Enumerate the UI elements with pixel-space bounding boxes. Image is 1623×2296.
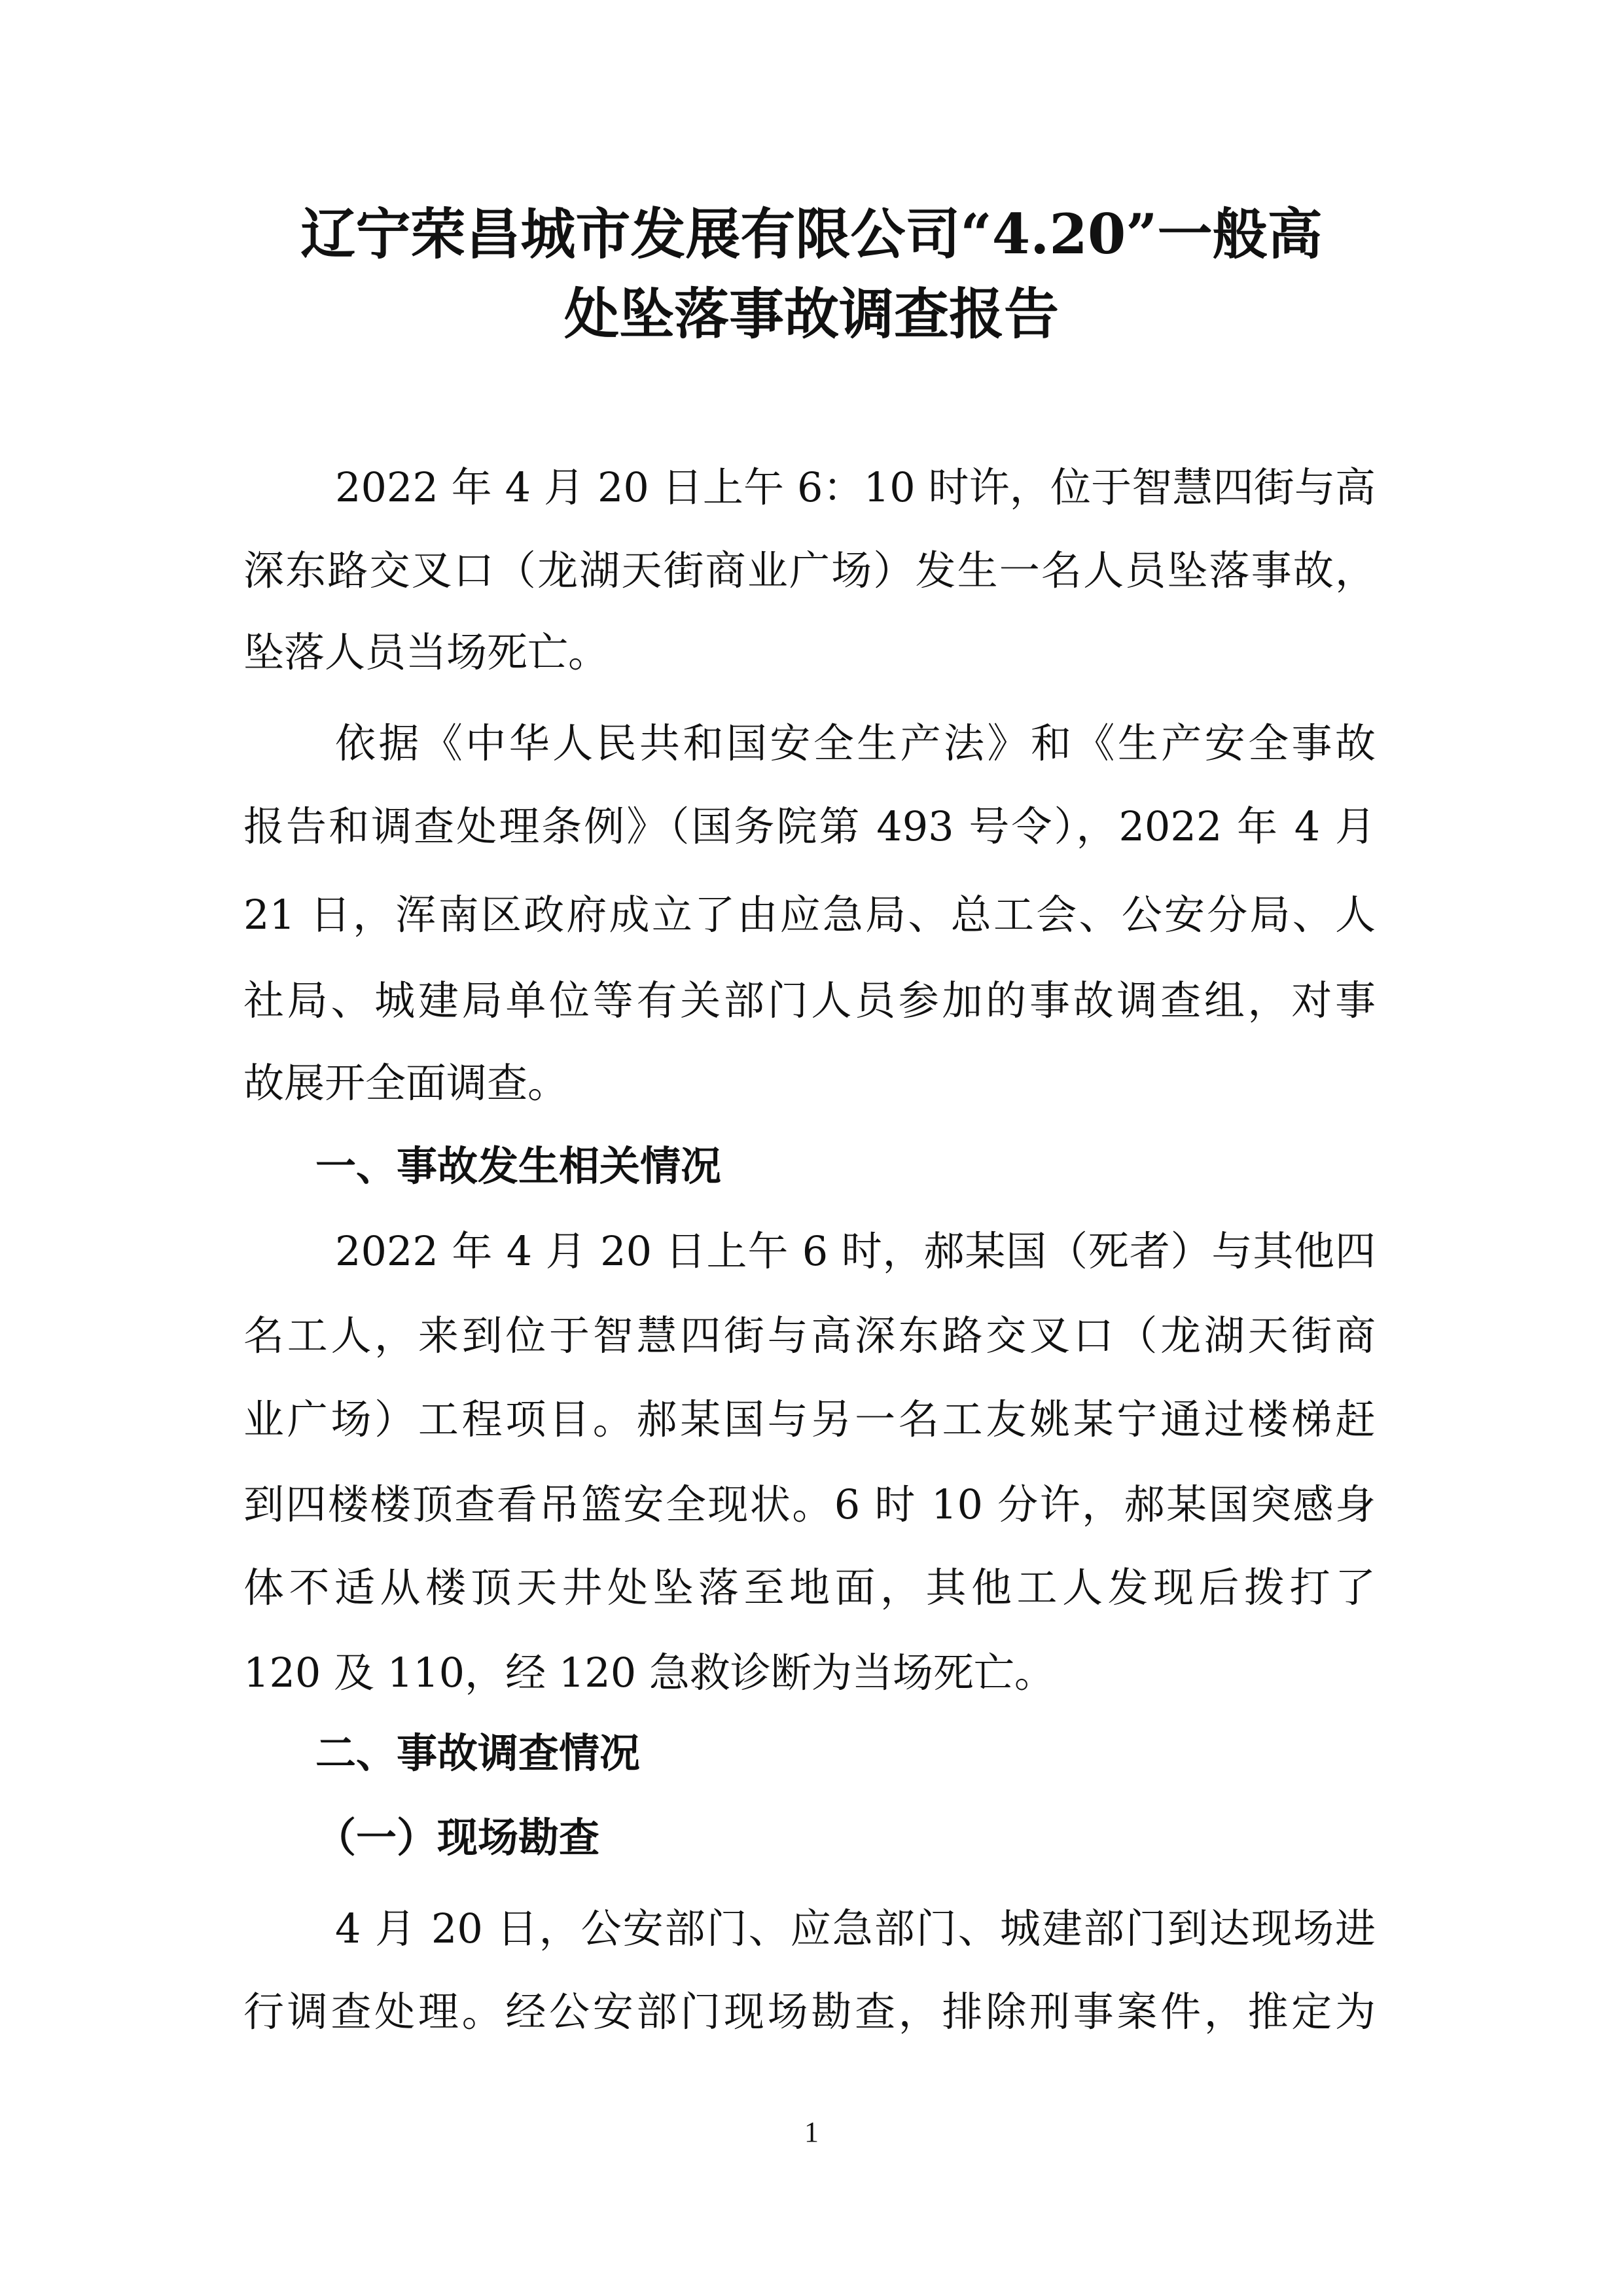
paragraph-line: 120 及 110，经 120 急救诊断为当场死亡。 xyxy=(243,1649,1055,1696)
paragraph-line: 到四楼楼顶查看吊篮安全现状。6 时 10 分许，郝某国突感身 xyxy=(243,1480,1376,1528)
section-heading: 二、事故调查情况 xyxy=(315,1729,641,1777)
paragraph-line: 2022 年 4 月 20 日上午 6：10 时许，位于智慧四街与高 xyxy=(335,463,1376,511)
paragraph-line: 坠落人员当场死亡。 xyxy=(243,628,609,676)
paragraph-line: 依据《中华人民共和国安全生产法》和《生产安全事故 xyxy=(335,719,1376,767)
document-title-line-2: 处坠落事故调查报告 xyxy=(563,281,1059,346)
paragraph-line: 4 月 20 日，公安部门、应急部门、城建部门到达现场进 xyxy=(335,1905,1376,1952)
document-title-line-1: 辽宁荣昌城市发展有限公司“4.20”一般高 xyxy=(300,202,1323,266)
section-heading: 一、事故发生相关情况 xyxy=(315,1142,722,1190)
paragraph-line: 2022 年 4 月 20 日上午 6 时，郝某国（死者）与其他四 xyxy=(335,1227,1376,1275)
paragraph-line: 名工人，来到位于智慧四街与高深东路交叉口（龙湖天街商 xyxy=(243,1312,1376,1359)
section-heading: （一）现场勘查 xyxy=(315,1814,600,1861)
paragraph-line: 报告和调查处理条例》（国务院第 493 号令），2022 年 4 月 xyxy=(243,802,1376,850)
page-number: 1 xyxy=(804,2116,819,2148)
paragraph-line: 体不适从楼顶天井处坠落至地面，其他工人发现后拨打了 xyxy=(243,1564,1376,1611)
paragraph-line: 行调查处理。经公安部门现场勘查，排除刑事案件，推定为 xyxy=(243,1988,1376,2036)
paragraph-line: 21 日，浑南区政府成立了由应急局、总工会、公安分局、人 xyxy=(243,891,1376,939)
paragraph-line: 深东路交叉口（龙湖天街商业广场）发生一名人员坠落事故， xyxy=(243,547,1376,594)
paragraph-line: 社局、城建局单位等有关部门人员参加的事故调查组，对事 xyxy=(243,977,1376,1024)
paragraph-line: 故展开全面调查。 xyxy=(243,1059,569,1107)
paragraph-line: 业广场）工程项目。郝某国与另一名工友姚某宁通过楼梯赶 xyxy=(243,1395,1376,1443)
